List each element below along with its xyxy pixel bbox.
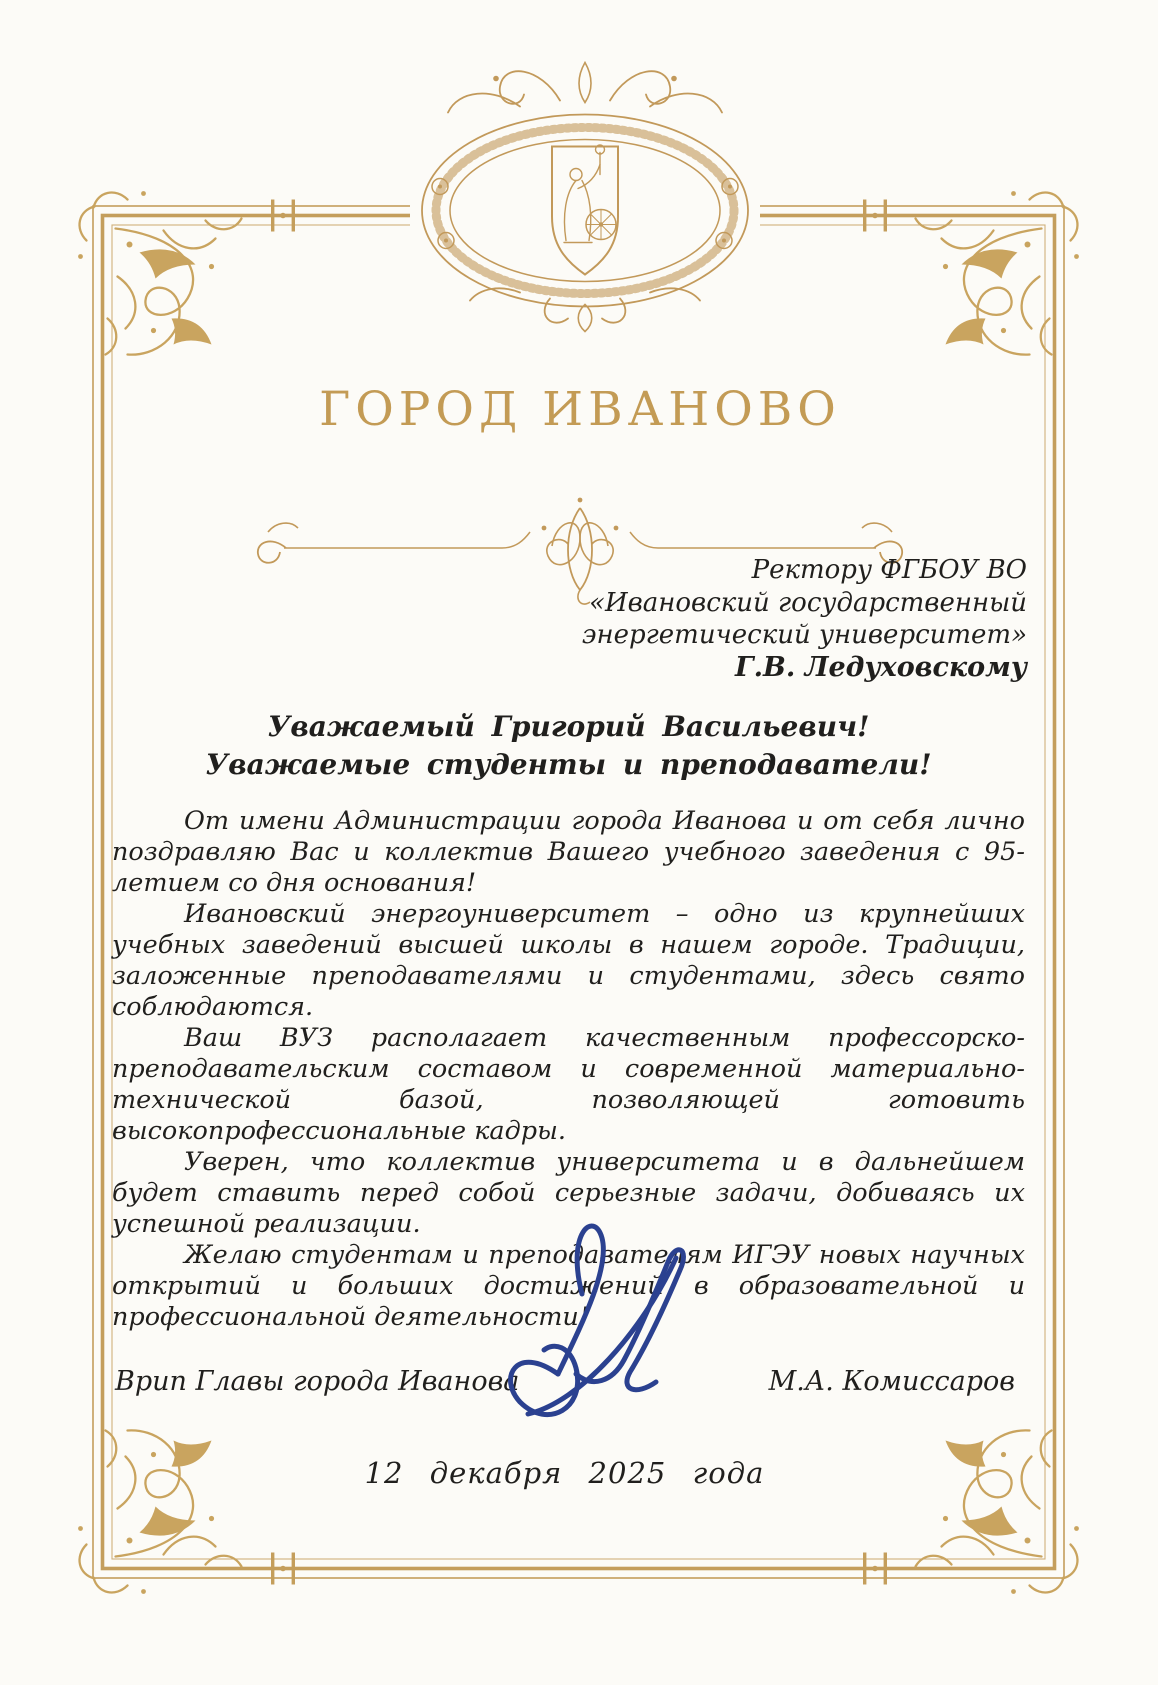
body-paragraph: Ивановский энергоуниверситет – одно из крупнейших учебных заведений высшей школы в нашем городе. Традиции, заложенные преподавателями и студентами, здесь свято соблюдаются. <box>112 899 1025 1022</box>
salutation-line: Уважаемые студенты и преподаватели! <box>205 748 932 781</box>
addressee-block <box>500 554 1027 684</box>
salutation-block <box>112 708 1025 784</box>
addressee-line: энергетический университет» <box>581 620 1027 650</box>
addressee-line: Ректору ФГБОУ ВО <box>751 555 1027 585</box>
addressee-name: Г.В. Ледуховскому <box>734 651 1027 683</box>
signer-position: Врип Главы города Иванова <box>115 1366 520 1397</box>
body-paragraph: Желаю студентам и преподавателям ИГЭУ новых научных открытий и больших достижений в образовательной и профессиональной деятельности! <box>112 1240 1025 1332</box>
ivanovo-coat-of-arms-icon <box>400 46 770 336</box>
page-title: ГОРОД ИВАНОВО <box>319 382 841 437</box>
handwritten-signature-icon <box>462 1204 697 1426</box>
addressee-line: «Ивановский государственный <box>589 587 1027 618</box>
body-paragraph: Уверен, что коллектив университета и в дальнейшем будет ставить перед собой серьезные задачи, добиваясь их успешной реализации. <box>112 1147 1025 1239</box>
salutation-line: Уважаемый Григорий Васильевич! <box>267 710 870 743</box>
letter-date: 12 декабря 2025 года <box>364 1456 765 1490</box>
signer-name: М.А. Комиссаров <box>768 1366 1015 1397</box>
body-paragraph: Ваш ВУЗ располагает качественным профессорско-преподавательским составом и современной материально-технической базой, позволяющей готовить высокопрофессиональные кадры. <box>112 1023 1025 1146</box>
body-paragraph: От имени Администрации города Иванова и от себя лично поздравляю Вас и коллектив Вашего учебного заведения с 95-летием со дня основания! <box>112 806 1025 898</box>
